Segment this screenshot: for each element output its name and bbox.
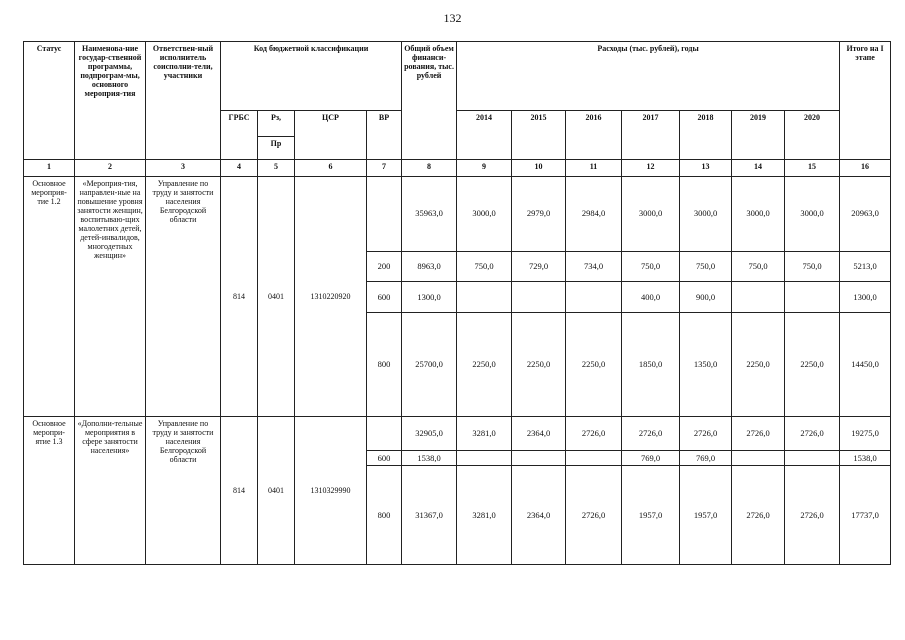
budget-table [23, 41, 891, 565]
rzpr-cell: 0401 [258, 176, 295, 416]
header-grbs: ГРБС [221, 110, 258, 159]
total-cell: 1538,0 [402, 450, 457, 465]
header-year: 2014 [457, 110, 512, 159]
year-cell [457, 450, 512, 465]
year-cell: 2726,0 [566, 416, 622, 450]
header-row-1 [24, 42, 891, 111]
year-cell: 3000,0 [622, 176, 680, 251]
year-cell: 2250,0 [732, 313, 785, 417]
year-cell: 750,0 [732, 251, 785, 282]
year-cell: 734,0 [566, 251, 622, 282]
column-number: 15 [785, 160, 840, 176]
year-cell: 729,0 [512, 251, 566, 282]
year-cell: 3000,0 [732, 176, 785, 251]
header-expenses: Расходы (тыс. рублей), годы [457, 42, 840, 111]
stage-total-cell: 1538,0 [840, 450, 891, 465]
year-cell: 750,0 [457, 251, 512, 282]
year-cell: 2726,0 [732, 466, 785, 565]
year-cell [512, 450, 566, 465]
stage-total-cell: 14450,0 [840, 313, 891, 417]
header-budget-code: Код бюджетной классификации [221, 42, 402, 111]
vr-cell: 800 [367, 313, 402, 417]
header-vr: ВР [367, 110, 402, 159]
total-cell: 25700,0 [402, 313, 457, 417]
year-cell: 2726,0 [680, 416, 732, 450]
year-cell: 769,0 [680, 450, 732, 465]
year-cell [785, 450, 840, 465]
csr-cell: 1310329990 [295, 416, 367, 564]
header-rz: Рз, [258, 110, 295, 136]
year-cell: 2250,0 [785, 313, 840, 417]
year-cell: 3000,0 [785, 176, 840, 251]
column-number: 8 [402, 160, 457, 176]
year-cell: 2250,0 [457, 313, 512, 417]
grbs-cell: 814 [221, 416, 258, 564]
column-number: 7 [367, 160, 402, 176]
year-cell [785, 282, 840, 313]
stage-total-cell: 20963,0 [840, 176, 891, 251]
year-cell [732, 450, 785, 465]
year-cell: 3281,0 [457, 416, 512, 450]
table-row [24, 176, 891, 251]
stage-total-cell: 17737,0 [840, 466, 891, 565]
vr-cell: 800 [367, 466, 402, 565]
year-cell: 2726,0 [566, 466, 622, 565]
year-cell: 2364,0 [512, 416, 566, 450]
year-cell [457, 282, 512, 313]
vr-cell [367, 416, 402, 450]
page-number: 132 [443, 11, 462, 25]
year-cell: 750,0 [680, 251, 732, 282]
header-year: 2015 [512, 110, 566, 159]
year-cell: 3000,0 [457, 176, 512, 251]
year-cell: 3000,0 [680, 176, 732, 251]
column-number: 14 [732, 160, 785, 176]
year-cell: 2250,0 [566, 313, 622, 417]
rzpr-cell: 0401 [258, 416, 295, 564]
status-cell: Основное меропри-ятие 1.3 [24, 416, 75, 564]
year-cell: 2364,0 [512, 466, 566, 565]
column-number: 3 [146, 160, 221, 176]
year-cell: 750,0 [622, 251, 680, 282]
column-number: 5 [258, 160, 295, 176]
column-number: 2 [75, 160, 146, 176]
csr-cell: 1310220920 [295, 176, 367, 416]
year-cell: 3281,0 [457, 466, 512, 565]
year-cell: 1957,0 [622, 466, 680, 565]
executor-cell: Управление по труду и занятости населения Белгородской области [146, 416, 221, 564]
column-number-row [24, 160, 891, 176]
column-number: 10 [512, 160, 566, 176]
total-cell: 35963,0 [402, 176, 457, 251]
header-stage-total: Итого на I этапе [840, 42, 891, 160]
header-year: 2017 [622, 110, 680, 159]
table-row [24, 416, 891, 450]
year-cell: 769,0 [622, 450, 680, 465]
year-cell: 1850,0 [622, 313, 680, 417]
year-cell [566, 282, 622, 313]
year-cell: 2726,0 [785, 416, 840, 450]
total-cell: 31367,0 [402, 466, 457, 565]
year-cell: 2726,0 [785, 466, 840, 565]
column-number: 11 [566, 160, 622, 176]
header-executor: Ответствен-ный исполнитель соисполни-тели, участники [146, 42, 221, 160]
year-cell: 1957,0 [680, 466, 732, 565]
year-cell: 2726,0 [732, 416, 785, 450]
year-cell: 750,0 [785, 251, 840, 282]
year-cell: 2250,0 [512, 313, 566, 417]
vr-cell: 200 [367, 251, 402, 282]
column-number: 13 [680, 160, 732, 176]
year-cell: 2726,0 [622, 416, 680, 450]
year-cell [732, 282, 785, 313]
column-number: 4 [221, 160, 258, 176]
stage-total-cell: 5213,0 [840, 251, 891, 282]
header-pr: Пр [258, 136, 295, 160]
executor-cell: Управление по труду и занятости населения Белгородской области [146, 176, 221, 416]
header-status: Статус [24, 42, 75, 160]
program-name-cell: «Мероприя-тия, направлен-ные на повышение уровня занятости женщин, воспитываю-щих малолетних детей, детей-инвалидов, многодетных женщин» [75, 176, 146, 416]
stage-total-cell: 1300,0 [840, 282, 891, 313]
year-cell [566, 450, 622, 465]
vr-cell [367, 176, 402, 251]
column-number: 16 [840, 160, 891, 176]
column-number: 6 [295, 160, 367, 176]
year-cell: 1350,0 [680, 313, 732, 417]
year-cell: 900,0 [680, 282, 732, 313]
year-cell: 400,0 [622, 282, 680, 313]
header-total-volume: Общий объем финанси-рования, тыс. рублей [402, 42, 457, 160]
column-number: 12 [622, 160, 680, 176]
header-program-name: Наименова-ние государ-ственной программы, подпрограм-мы, основного мероприя-тия [75, 42, 146, 160]
year-cell [512, 282, 566, 313]
status-cell: Основное мероприя-тие 1.2 [24, 176, 75, 416]
total-cell: 32905,0 [402, 416, 457, 450]
column-number: 9 [457, 160, 512, 176]
header-year: 2019 [732, 110, 785, 159]
program-name-cell: «Дополни-тельные мероприятия в сфере занятости населения» [75, 416, 146, 564]
vr-cell: 600 [367, 282, 402, 313]
year-cell: 2984,0 [566, 176, 622, 251]
header-year: 2016 [566, 110, 622, 159]
grbs-cell: 814 [221, 176, 258, 416]
year-cell: 2979,0 [512, 176, 566, 251]
vr-cell: 600 [367, 450, 402, 465]
total-cell: 8963,0 [402, 251, 457, 282]
total-cell: 1300,0 [402, 282, 457, 313]
header-year: 2018 [680, 110, 732, 159]
header-csr: ЦСР [295, 110, 367, 159]
header-year: 2020 [785, 110, 840, 159]
column-number: 1 [24, 160, 75, 176]
stage-total-cell: 19275,0 [840, 416, 891, 450]
